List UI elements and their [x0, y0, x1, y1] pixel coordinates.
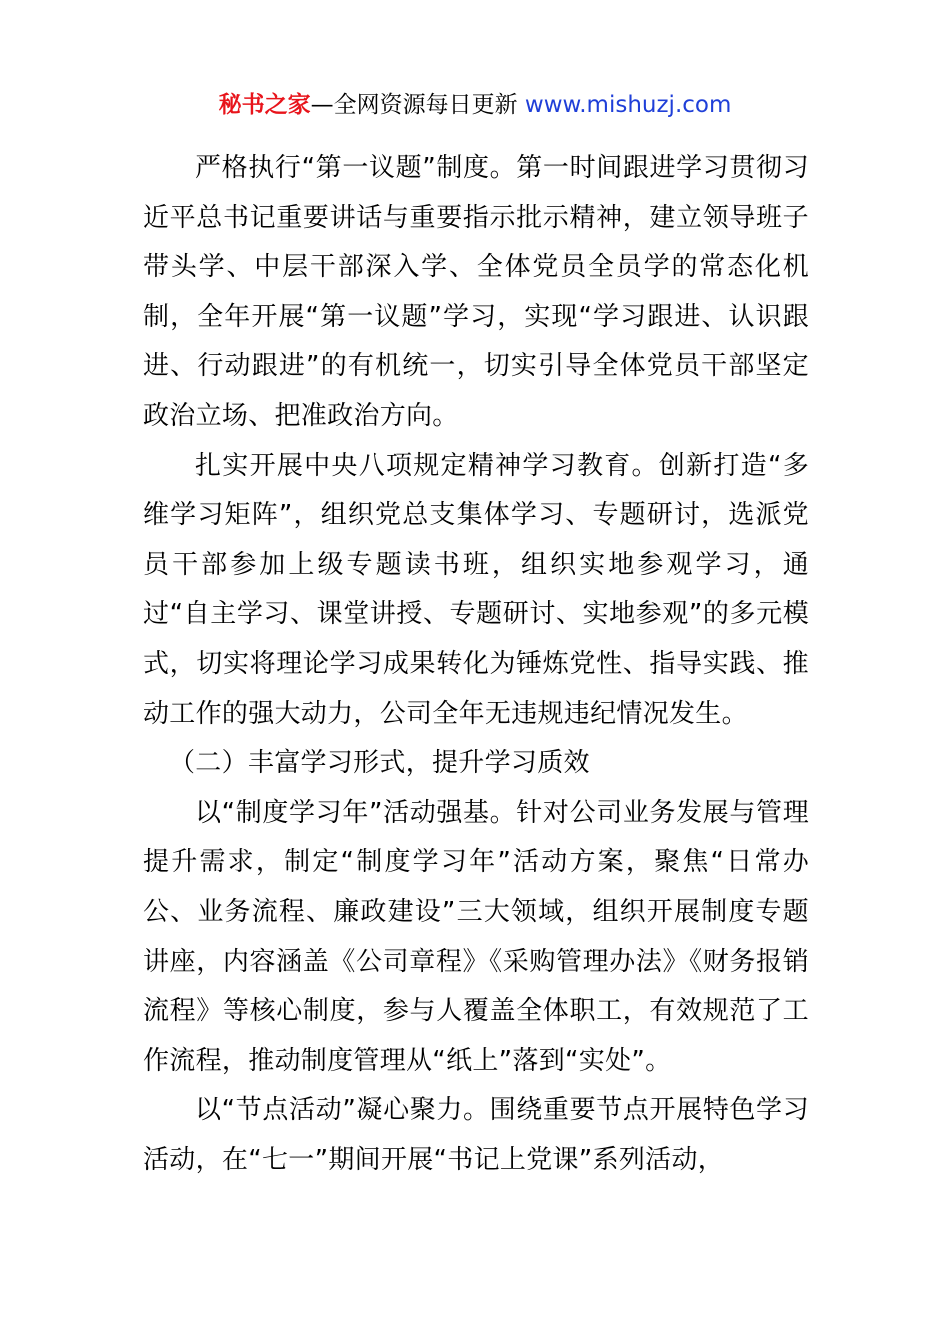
website-link[interactable]: www.mishuzj.com: [524, 92, 732, 118]
section-heading: （二）丰富学习形式，提升学习质效: [169, 748, 590, 779]
document-body: [143, 144, 809, 1185]
page-header: [0, 88, 950, 122]
paragraph-system-learning-year: 以“制度学习年”活动强基。针对公司业务发展与管理提升需求，制定“制度学习年”活动方案，聚焦“日常办公、业务流程、廉政建设”三大领域，组织开展制度专题讲座，内容涵盖《公司章程》《采购管理办法》《财务报销流程》等核心制度，参与人覆盖全体职工，有效规范了工作流程，推动制度管理从“纸上”落到“实处”。: [143, 797, 809, 1076]
header-tagline: —全网资源每日更新: [310, 92, 525, 118]
paragraph-first-topic-system: 严格执行“第一议题”制度。第一时间跟进学习贯彻习近平总书记重要讲话与重要指示批示精神，建立领导班子带头学、中层干部深入学、全体党员全员学的常态化机制，全年开展“第一议题”学习，实现“学习跟进、认识跟进、行动跟进”的有机统一，切实引导全体党员干部坚定政治立场、把准政治方向。: [143, 153, 809, 431]
brand-name: 秘书之家: [218, 92, 311, 118]
paragraph-eight-rules-education: 扎实开展中央八项规定精神学习教育。创新打造“多维学习矩阵”，组织党总支集体学习、专题研讨，选派党员干部参加上级专题读书班，组织实地参观学习，通过“自主学习、课堂讲授、专题研讨、实地参观”的多元模式，切实将理论学习成果转化为锤炼党性、指导实践、推动工作的强大动力，公司全年无违规违纪情况发生。: [143, 450, 809, 729]
paragraph-node-activities: 以“节点活动”凝心聚力。围绕重要节点开展特色学习活动，在“七一”期间开展“书记上党课”系列活动，: [143, 1095, 809, 1175]
